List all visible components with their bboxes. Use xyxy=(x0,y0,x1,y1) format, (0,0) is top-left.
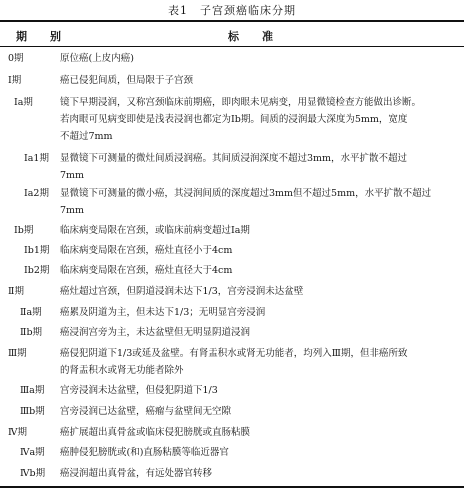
top-rule xyxy=(0,20,464,22)
header-stage: 期 别 xyxy=(16,30,67,43)
stage-description: 宫旁浸润未达盆壁，但侵犯阴道下1/3 xyxy=(60,385,218,396)
header-standard: 标 准 xyxy=(228,30,279,43)
bottom-rule xyxy=(0,486,464,488)
stage-description: 的肾盂积水或肾无功能者除外 xyxy=(60,365,184,376)
stage-label: Ⅱa期 xyxy=(20,307,42,318)
stage-label: Ⅱ期 xyxy=(8,286,24,297)
stage-description: 7mm xyxy=(60,205,85,216)
stage-label: Ⅲa期 xyxy=(20,385,45,396)
stage-label: Ⅱb期 xyxy=(20,327,43,338)
header-rule xyxy=(0,46,464,47)
table-caption: 表1 子宫颈癌临床分期 xyxy=(168,4,296,17)
stage-description: 原位癌(上皮内癌) xyxy=(60,53,134,64)
stage-description: 镜下早期浸润，又称宫颈临床前期癌，即肉眼未见病变，用显微镜检查方能做出诊断。 xyxy=(60,97,422,108)
stage-description: 癌浸润超出真骨盆，有远处器官转移 xyxy=(60,468,213,479)
stage-label: Ⅰb期 xyxy=(14,225,34,236)
stage-description: 癌灶超过宫颈，但阴道浸润未达下1/3，宫旁浸润未达盆壁 xyxy=(60,286,304,297)
stage-description: 癌侵犯阴道下1/3或延及盆壁。有肾盂积水或肾无功能者，均列入Ⅲ期，但非癌所致 xyxy=(60,348,408,359)
stage-label: Ⅳ期 xyxy=(8,427,27,438)
stage-label: Ⅲ期 xyxy=(8,348,27,359)
stage-description: 显微镜下可测量的微小癌，其浸润间质的深度超过3mm但不超过5mm，水平扩散不超过 xyxy=(60,188,432,199)
stage-description: 临床病变局限在宫颈，或临床前病变超过Ⅰa期 xyxy=(60,225,250,236)
stage-label: Ⅳb期 xyxy=(20,468,46,479)
stage-description: 癌肿侵犯膀胱或(和)直肠粘膜等临近器官 xyxy=(60,447,229,458)
stage-label: Ⅰb1期 xyxy=(24,245,50,256)
stage-description: 癌累及阴道为主，但未达下1/3；无明显宫旁浸润 xyxy=(60,307,266,318)
stage-label: Ⅰb2期 xyxy=(24,265,50,276)
stage-description: 不超过7mm xyxy=(60,131,113,142)
stage-description: 若肉眼可见病变即使是浅表浸润也都定为Ⅰb期。间质的浸润最大深度为5mm，宽度 xyxy=(60,114,408,125)
stage-description: 宫旁浸润已达盆壁，癌瘤与盆壁间无空隙 xyxy=(60,406,232,417)
stage-description: 癌已侵犯间质，但局限于子宫颈 xyxy=(60,75,194,86)
stage-label: Ⅰ期 xyxy=(8,75,22,86)
stage-label: 0期 xyxy=(8,53,24,64)
stage-description: 临床病变局限在宫颈，癌灶直径小于4cm xyxy=(60,245,233,256)
stage-description: 癌浸润宫旁为主，未达盆壁但无明显阴道浸润 xyxy=(60,327,251,338)
stage-label: Ⅰa2期 xyxy=(24,188,49,199)
stage-description: 显微镜下可测量的微灶间质浸润癌。其间质浸润深度不超过3mm，水平扩散不超过 xyxy=(60,153,408,164)
stage-label: Ⅳa期 xyxy=(20,447,45,458)
stage-description: 7mm xyxy=(60,170,85,181)
stage-label: Ⅰa期 xyxy=(14,97,33,108)
stage-label: Ⅲb期 xyxy=(20,406,45,417)
stage-description: 癌扩展超出真骨盆或临床侵犯膀胱或直肠粘膜 xyxy=(60,427,251,438)
stage-description: 临床病变局限在宫颈，癌灶直径大于4cm xyxy=(60,265,233,276)
stage-label: Ⅰa1期 xyxy=(24,153,49,164)
